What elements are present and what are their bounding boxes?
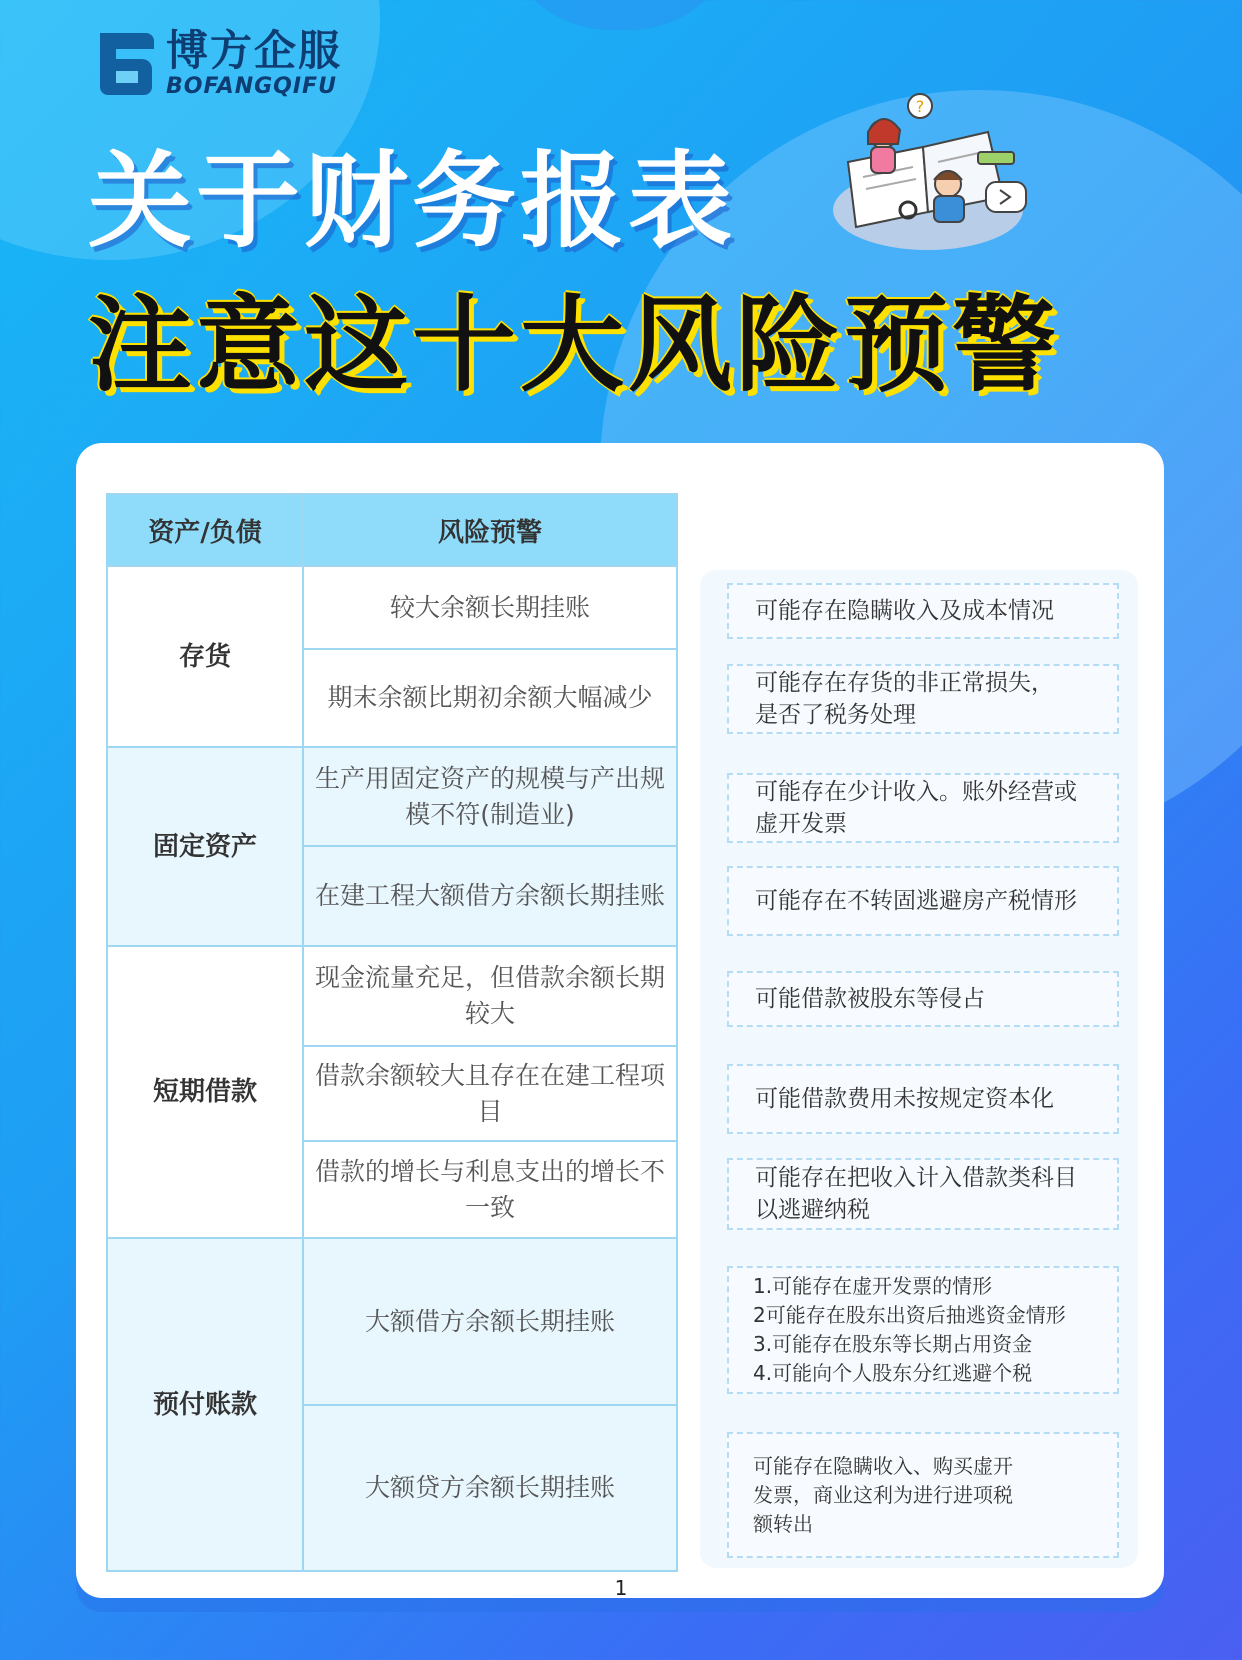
bg-decor-tab [500, 0, 740, 30]
category-cell: 短期借款 [107, 946, 303, 1238]
note-text: 可能存在少计收入。账外经营或 虚开发票 [755, 779, 1077, 837]
note-text: 可能存在隐瞒收入、购买虚开 发票，商业这利为进行进项税 额转出 [753, 1453, 1013, 1536]
note-box [727, 1266, 1119, 1394]
table-row [107, 946, 677, 1046]
reading-kids-illustration [828, 92, 1038, 252]
note-text: 可能借款被股东等侵占 [755, 986, 985, 1012]
brand-name-en: BOFANGQIFU [166, 74, 337, 99]
table-header-risk: 风险预警 [303, 494, 677, 566]
table-row [107, 566, 677, 649]
note-text: 可能存在隐瞒收入及成本情况 [755, 598, 1054, 624]
risk-cell: 借款的增长与利息支出的增长不一致 [303, 1141, 677, 1238]
risk-cell: 大额贷方余额长期挂账 [303, 1405, 677, 1571]
note-text: 可能存在把收入计入借款类科目 以逃避纳税 [755, 1165, 1077, 1223]
note-box [727, 1432, 1119, 1558]
page-title-line2: 注意这十大风险预警 [88, 284, 1061, 406]
note-box [727, 583, 1119, 639]
table-row [107, 747, 677, 846]
page-number: 1 [614, 1576, 628, 1600]
note-box [727, 866, 1119, 936]
svg-text:?: ? [915, 97, 925, 116]
note-text: 可能存在存货的非正常损失， 是否了税务处理 [755, 670, 1054, 728]
note-box [727, 664, 1119, 734]
risk-cell: 在建工程大额借方余额长期挂账 [303, 846, 677, 946]
note-text: 1.可能存在虚开发票的情形 2可能存在股东出资后抽逃资金情形 3.可能存在股东等长期占用资金 4.可能向个人股东分红逃避个税 [753, 1274, 1066, 1385]
brand-logo [96, 28, 342, 100]
note-box [727, 971, 1119, 1027]
category-cell: 预付账款 [107, 1238, 303, 1571]
table-row [107, 1238, 677, 1405]
risk-cell: 大额借方余额长期挂账 [303, 1238, 677, 1405]
note-text: 可能借款费用未按规定资本化 [755, 1086, 1054, 1112]
risk-cell: 借款余额较大且存在在建工程项目 [303, 1046, 677, 1141]
note-box [727, 773, 1119, 843]
note-text: 可能存在不转固逃避房产税情形 [755, 888, 1077, 914]
logo-f-icon [96, 29, 158, 99]
category-cell: 固定资产 [107, 747, 303, 946]
risk-cell: 较大余额长期挂账 [303, 566, 677, 649]
page-title-line1: 关于财务报表 [88, 140, 737, 262]
risk-cell: 生产用固定资产的规模与产出规模不符(制造业) [303, 747, 677, 846]
risk-cell: 期末余额比期初余额大幅减少 [303, 649, 677, 747]
risk-cell: 现金流量充足，但借款余额长期较大 [303, 946, 677, 1046]
brand-name-cn: 博方企服 [166, 26, 343, 75]
table-header-asset: 资产/负债 [107, 494, 303, 566]
note-box [727, 1158, 1119, 1230]
note-box [727, 1064, 1119, 1134]
risk-table [106, 493, 678, 1572]
category-cell: 存货 [107, 566, 303, 747]
